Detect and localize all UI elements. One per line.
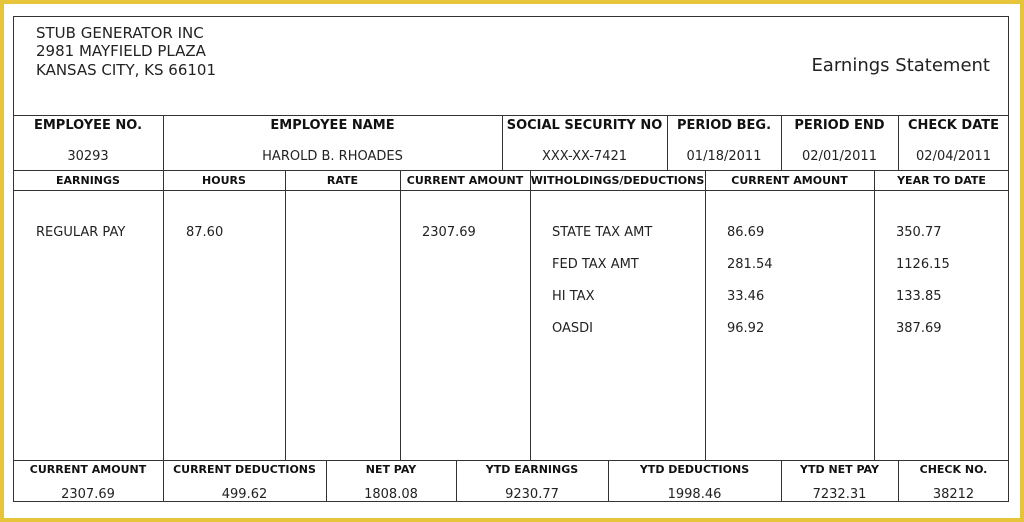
- deduction-label: STATE TAX AMT: [552, 225, 653, 240]
- company-address-line1: 2981 MAYFIELD PLAZA: [36, 42, 206, 60]
- detail-col-sep-2: [285, 170, 286, 460]
- period-end-value: 02/01/2011: [802, 149, 877, 164]
- summary-current-amount: 2307.69: [61, 487, 115, 502]
- period-beg-value: 01/18/2011: [686, 149, 762, 164]
- summary-check-no: 38212: [932, 487, 975, 502]
- header-employee-name: EMPLOYEE NAME: [270, 118, 395, 133]
- detail-col-sep-5: [705, 170, 706, 460]
- company-address-line2: KANSAS CITY, KS 66101: [36, 61, 217, 79]
- header-ssn: SOCIAL SECURITY NO: [506, 118, 663, 133]
- ssn-value: XXX-XX-7421: [541, 149, 628, 164]
- summary-ytd-earnings: 9230.77: [505, 487, 559, 502]
- deduction-current: 33.46: [727, 289, 765, 304]
- earnings-statement-page: [4, 4, 1020, 518]
- summary-header-ytd-net-pay: YTD NET PAY: [800, 463, 879, 476]
- header-period-beg: PERIOD BEG.: [676, 118, 772, 133]
- header-employee-no: EMPLOYEE NO.: [33, 118, 143, 133]
- detail-col-sep-3: [400, 170, 401, 460]
- header-withholdings: WITHOLDINGS/DEDUCTIONS: [530, 174, 705, 187]
- header-year-to-date: YEAR TO DATE: [897, 174, 986, 187]
- summary-header-check-no: CHECK NO.: [919, 463, 988, 476]
- deduction-ytd: 133.85: [896, 289, 942, 304]
- earning-amount: 2307.69: [422, 225, 476, 240]
- deduction-label: HI TAX: [552, 289, 595, 304]
- deduction-label: FED TAX AMT: [552, 257, 639, 272]
- deduction-ytd: 387.69: [896, 321, 942, 336]
- company-name: STUB GENERATOR INC: [36, 24, 204, 42]
- deduction-ytd: 350.77: [896, 225, 942, 240]
- header-earnings: EARNINGS: [56, 174, 120, 187]
- deduction-current: 96.92: [727, 321, 765, 336]
- earning-label: REGULAR PAY: [36, 225, 126, 240]
- employee-no-value: 30293: [67, 149, 109, 164]
- employee-name-value: HAROLD B. RHOADES: [262, 149, 403, 164]
- statement-title: Earnings Statement: [811, 55, 990, 76]
- header-check-date: CHECK DATE: [907, 118, 1000, 133]
- check-date-value: 02/04/2011: [916, 149, 991, 164]
- deduction-label: OASDI: [552, 321, 593, 336]
- detail-col-sep-6: [874, 170, 875, 460]
- deduction-current: 281.54: [727, 257, 773, 272]
- detail-col-sep-4: [530, 170, 531, 460]
- summary-header-net-pay: NET PAY: [365, 463, 417, 476]
- deduction-ytd: 1126.15: [896, 257, 950, 272]
- earning-hours: 87.60: [186, 225, 224, 240]
- summary-header-ytd-deductions: YTD DEDUCTIONS: [639, 463, 750, 476]
- summary-net-pay: 1808.08: [364, 487, 418, 502]
- summary-ytd-deductions: 1998.46: [667, 487, 722, 502]
- header-period-end: PERIOD END: [794, 118, 885, 133]
- summary-header-current-deductions: CURRENT DEDUCTIONS: [173, 463, 316, 476]
- deduction-current: 86.69: [727, 225, 765, 240]
- header-hours: HOURS: [202, 174, 246, 187]
- summary-header-ytd-earnings: YTD EARNINGS: [485, 463, 579, 476]
- header-rate: RATE: [326, 174, 359, 187]
- summary-current-deductions: 499.62: [221, 487, 268, 502]
- header-deduction-current-amount: CURRENT AMOUNT: [731, 174, 848, 187]
- header-current-amount: CURRENT AMOUNT: [406, 174, 524, 187]
- detail-col-sep-1: [163, 170, 164, 460]
- summary-header-current-amount: CURRENT AMOUNT: [29, 463, 147, 476]
- summary-ytd-net-pay: 7232.31: [812, 487, 867, 502]
